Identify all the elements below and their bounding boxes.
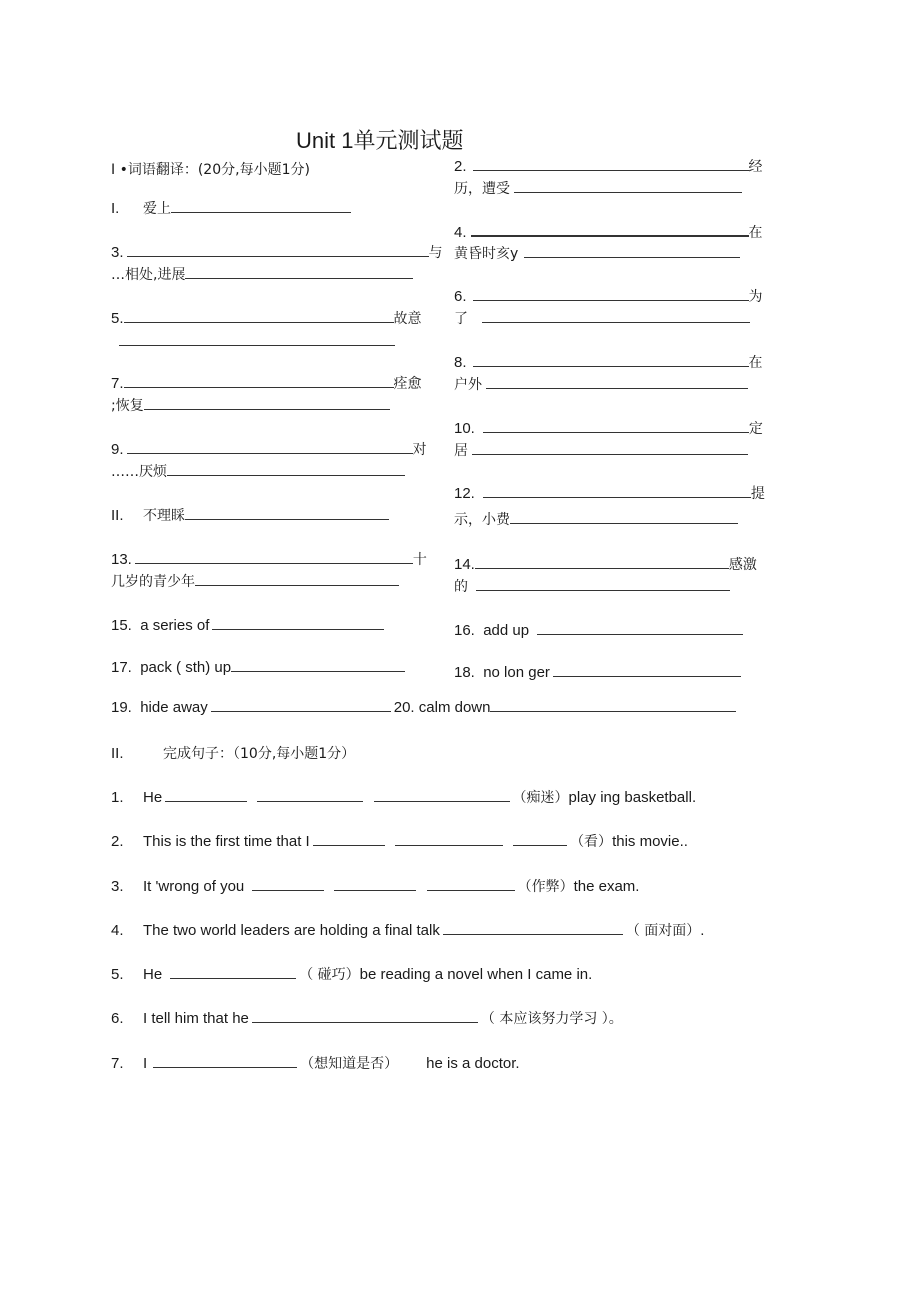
answer-blank[interactable] (211, 697, 391, 712)
vocab-item-1: I. 爱上 (111, 198, 351, 220)
vocab-item-19-20: 19. hide away 20. calm down (111, 697, 736, 718)
answer-blank[interactable] (165, 787, 247, 802)
answer-blank[interactable] (144, 395, 390, 410)
answer-blank[interactable] (475, 554, 729, 569)
vocab-item-14: 14. 感激 (454, 556, 757, 573)
vocab-item-8-cont: 户外 (454, 374, 748, 396)
answer-blank[interactable] (185, 505, 389, 520)
answer-blank[interactable] (334, 876, 416, 891)
answer-blank[interactable] (119, 331, 395, 346)
answer-blank[interactable] (524, 243, 740, 258)
vocab-item-6: 6. 为 (454, 288, 763, 305)
answer-blank[interactable] (490, 697, 736, 712)
vocab-item-3-cont: …相处,进展 (111, 264, 413, 286)
vocab-item-13: 13. 十 (111, 551, 427, 568)
sentence-7: 7. I （想知道是否） he is a doctor. (111, 1055, 520, 1072)
vocab-item-2: 2. 经 (454, 158, 763, 175)
answer-blank[interactable] (510, 509, 738, 524)
answer-blank[interactable] (185, 264, 413, 279)
vocab-item-5-cont (119, 331, 395, 352)
answer-blank[interactable] (443, 920, 623, 935)
vocab-item-5: 5. 故意 (111, 310, 422, 327)
sentence-3: 3. It 'wrong of you （作弊）the exam. (111, 878, 640, 895)
vocab-item-10: 10. 定 (454, 420, 763, 437)
answer-blank[interactable] (471, 221, 749, 237)
vocab-item-18: 18. no lon ger (454, 662, 744, 683)
answer-blank[interactable] (514, 178, 742, 193)
sentence-4: 4. The two world leaders are holding a final talk （ 面对面）. (111, 922, 705, 939)
vocab-item-9: 9. 对 (111, 441, 427, 458)
vocab-item-6-cont: 了 (454, 308, 750, 330)
answer-blank[interactable] (537, 620, 743, 635)
vocab-item-8: 8. 在 (454, 354, 763, 371)
answer-blank[interactable] (483, 483, 751, 498)
vocab-item-10-cont: 居 (454, 440, 748, 462)
vocab-item-15: 15. a series of (111, 615, 387, 636)
answer-blank[interactable] (171, 198, 351, 213)
vocab-item-17: 17. pack ( sth) up (111, 657, 405, 678)
answer-blank[interactable] (195, 571, 399, 586)
answer-blank[interactable] (257, 787, 363, 802)
section-2-heading: II. 完成句子：（10分,每小题1分） (111, 745, 356, 762)
sentence-1: 1. He （痴迷）play ing basketball. (111, 789, 697, 806)
vocab-item-16: 16. add up (454, 620, 746, 641)
sentence-5: 5. He （ 碰巧）be reading a novel when I came in. (111, 966, 593, 983)
vocab-item-12: 12. 提 (454, 485, 765, 502)
answer-blank[interactable] (212, 615, 384, 630)
page-title: Unit 1单元测试题 (296, 128, 464, 153)
answer-blank[interactable] (127, 439, 413, 454)
vocab-item-11: II. 不理睬 (111, 505, 389, 527)
answer-blank[interactable] (486, 374, 748, 389)
answer-blank[interactable] (135, 549, 413, 564)
answer-blank[interactable] (473, 352, 749, 367)
vocab-item-4: 4. 在 (454, 221, 763, 244)
answer-blank[interactable] (476, 576, 730, 591)
answer-blank[interactable] (472, 440, 748, 455)
answer-blank[interactable] (483, 418, 749, 433)
answer-blank[interactable] (153, 1053, 297, 1068)
answer-blank[interactable] (124, 373, 394, 388)
answer-blank[interactable] (427, 876, 515, 891)
vocab-item-9-cont: ……厌烦 (111, 461, 405, 483)
answer-blank[interactable] (313, 831, 385, 846)
answer-blank[interactable] (473, 156, 749, 171)
answer-blank[interactable] (374, 787, 510, 802)
sentence-6: 6. I tell him that he （ 本应该努力学习 ）。 (111, 1010, 623, 1027)
vocab-item-2-cont: 历，遭受 (454, 178, 742, 200)
vocab-item-14-cont: 的 (454, 576, 730, 598)
vocab-item-13-cont: 几岁的青少年 (111, 571, 399, 593)
answer-blank[interactable] (170, 964, 296, 979)
answer-blank[interactable] (127, 242, 429, 257)
sentence-2: 2. This is the first time that I （看）this movie.. (111, 833, 688, 850)
answer-blank[interactable] (124, 308, 394, 323)
vocab-item-3: 3. 与 (111, 244, 443, 261)
answer-blank[interactable] (395, 831, 503, 846)
answer-blank[interactable] (513, 831, 567, 846)
section-1-heading: I •词语翻译：(20分,每小题1分) (111, 162, 310, 178)
vocab-item-7: 7. 痊愈 (111, 375, 422, 392)
vocab-item-7-cont: ;恢复 (111, 395, 390, 417)
answer-blank[interactable] (252, 1008, 478, 1023)
answer-blank[interactable] (482, 308, 750, 323)
answer-blank[interactable] (167, 461, 405, 476)
vocab-item-4-cont: 黄昏时亥y (454, 243, 740, 265)
answer-blank[interactable] (231, 657, 405, 672)
vocab-item-12-cont: 示，小费 (454, 509, 738, 531)
answer-blank[interactable] (473, 286, 749, 301)
answer-blank[interactable] (553, 662, 741, 677)
answer-blank[interactable] (252, 876, 324, 891)
